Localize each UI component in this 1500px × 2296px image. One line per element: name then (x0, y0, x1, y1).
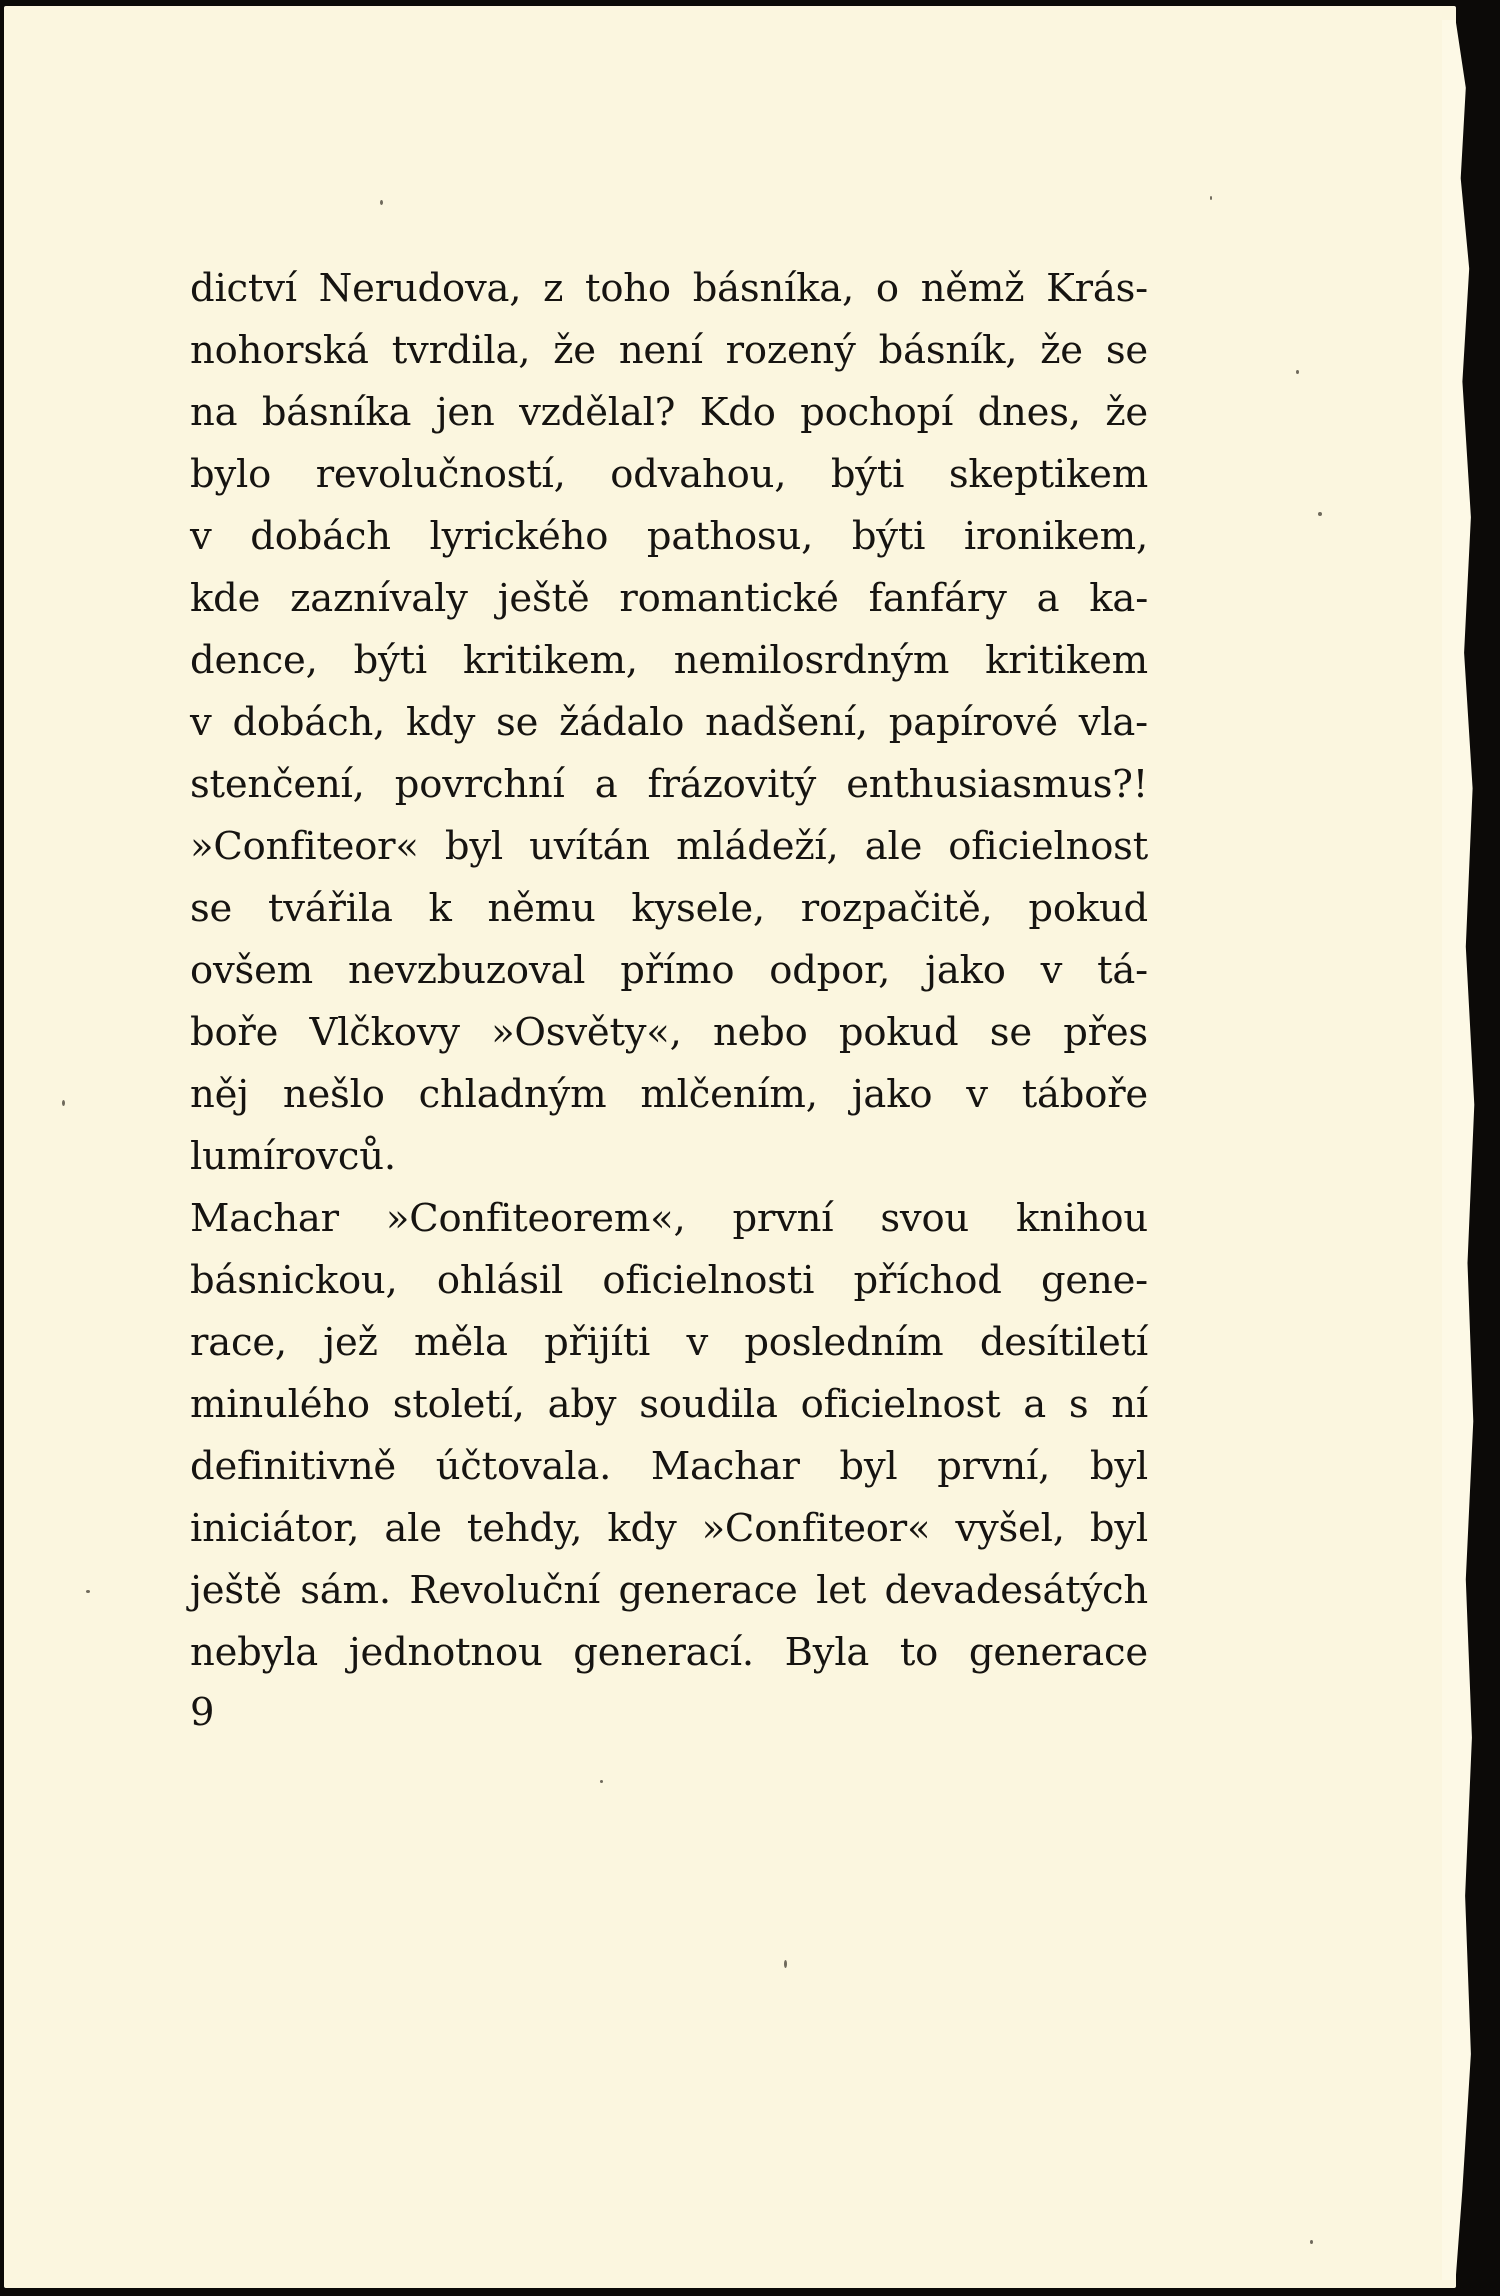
text-line: kde zaznívaly ještě romantické fanfáry a ka- (190, 576, 1148, 621)
text-line: dictví Nerudova, z toho básníka, o němž Krás- (190, 266, 1148, 311)
text-line: ještě sám. Revoluční generace let devadesátých (190, 1568, 1148, 1613)
text-line: v dobách, kdy se žádalo nadšení, papírové vla- (190, 700, 1148, 745)
text-line: v dobách lyrického pathosu, býti ironikem, (190, 514, 1148, 559)
text-line: Machar »Confiteorem«, první svou knihou (190, 1196, 1148, 1241)
text-line: minulého století, aby soudila oficielnost a s ní (190, 1382, 1148, 1427)
text-line: něj nešlo chladným mlčením, jako v táboře (190, 1072, 1148, 1117)
page-text (190, 258, 1190, 1744)
text-line: »Confiteor« byl uvítán mládeží, ale oficielnost (190, 824, 1148, 869)
paper-speck (784, 1960, 787, 1968)
text-line: na básníka jen vzdělal? Kdo pochopí dnes, že (190, 390, 1148, 435)
text-line: bylo revolučností, odvahou, býti skeptikem (190, 452, 1148, 497)
paper-speck (1296, 370, 1299, 374)
text-line: se tvářila k němu kysele, rozpačitě, pokud (190, 886, 1148, 931)
text-line: race, jež měla přijíti v posledním desítiletí (190, 1320, 1148, 1365)
text-line: dence, býti kritikem, nemilosrdným kritikem (190, 638, 1148, 683)
paper-speck (1318, 512, 1322, 516)
text-line: definitivně účtovala. Machar byl první, byl (190, 1444, 1148, 1489)
paper-speck (380, 200, 383, 205)
paper-speck (600, 1780, 603, 1783)
text-line: boře Vlčkovy »Osvěty«, nebo pokud se přes (190, 1010, 1148, 1055)
deckle-edge (1442, 20, 1476, 2280)
text-line: stenčení, povrchní a frázovitý enthusiasmus?! (190, 762, 1148, 807)
text-line: lumírovců. (190, 1134, 396, 1179)
paper-speck (62, 1100, 65, 1106)
text-line: iniciátor, ale tehdy, kdy »Confiteor« vyšel, byl (190, 1506, 1148, 1551)
paper-speck (1210, 196, 1212, 200)
text-line: nohorská tvrdila, že není rozený básník, že se (190, 328, 1148, 373)
paper-speck (1310, 2240, 1313, 2244)
text-line: básnickou, ohlásil oficielnosti příchod gene- (190, 1258, 1148, 1303)
page-number: 9 (190, 1690, 215, 1735)
paper-speck (86, 1590, 90, 1593)
text-line: ovšem nevzbuzoval přímo odpor, jako v tá- (190, 948, 1148, 993)
text-line: nebyla jednotnou generací. Byla to generace (190, 1630, 1148, 1675)
